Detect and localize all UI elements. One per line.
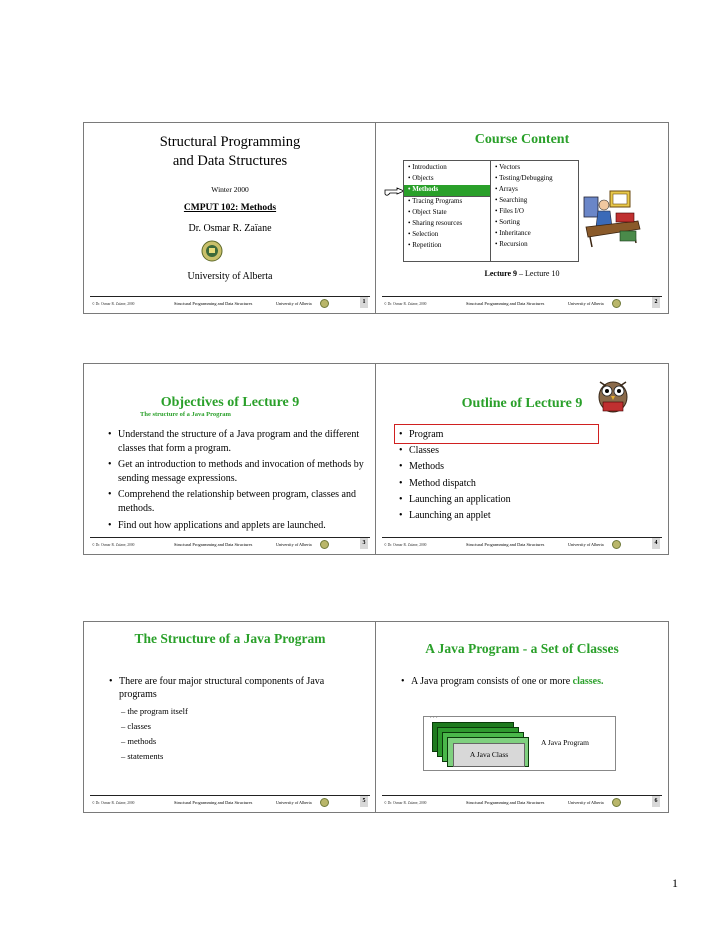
- slide-number: 4: [652, 538, 660, 549]
- slide2-title: Course Content: [474, 132, 570, 147]
- slide4-title: Outline of Lecture 9: [461, 396, 583, 411]
- topic-item: • Selection: [408, 230, 439, 238]
- java-program-diagram: [423, 716, 616, 771]
- slide-number: 1: [360, 297, 368, 308]
- slide-number: 2: [652, 297, 660, 308]
- seal-icon: [320, 299, 329, 308]
- components-list: [109, 675, 349, 701]
- slide1-course: CMPUT 102: Methods: [183, 203, 277, 213]
- slide1-author: Dr. Osmar R. Zaïane: [188, 223, 272, 234]
- topic-item: • Object State: [408, 208, 447, 216]
- topic-item: • Files I/O: [495, 207, 524, 215]
- outline-item: • Program: [399, 427, 649, 443]
- slide-footer: © Dr. Osmar R. Zaïane, 2000 Structural Programming and Data Structures University of Alberta 2: [382, 296, 662, 310]
- slide-number: 3: [360, 538, 368, 549]
- seal-icon: [612, 299, 621, 308]
- slide1-university: University of Alberta: [187, 271, 273, 282]
- slide1-term: Winter 2000: [211, 185, 249, 194]
- slide-number: 6: [652, 796, 660, 807]
- slide2-lecture-range: Lecture 9 – Lecture 10: [484, 269, 560, 278]
- topic-item: • Testing/Debugging: [495, 174, 553, 182]
- slide-footer: © Dr. Osmar R. Zaïane, 2000 Structural Programming and Data Structures University of Alberta 5: [90, 795, 370, 809]
- component-item: – classes: [121, 721, 151, 731]
- diagram-dots: . . .: [430, 714, 438, 720]
- component-item: – the program itself: [121, 706, 188, 716]
- topic-item: • Sorting: [495, 218, 520, 226]
- topic-item: • Introduction: [408, 163, 447, 171]
- topic-item: • Arrays: [495, 185, 518, 193]
- topic-item: • Repetition: [408, 241, 442, 249]
- slide5-title: The Structure of a Java Program: [134, 631, 326, 646]
- outline-item: • Methods: [399, 459, 649, 475]
- topic-item: • Inheritance: [495, 229, 531, 237]
- topic-item: • Sharing resources: [408, 219, 463, 227]
- topic-item: • Objects: [408, 174, 434, 182]
- slide-2: [375, 122, 669, 314]
- objective-item: • Find out how applications and applets are launched.: [108, 519, 370, 533]
- components-bullet: • There are four major structural components of Java programs: [109, 675, 349, 701]
- slide-1: [83, 122, 377, 314]
- outline-item: • Method dispatch: [399, 476, 649, 492]
- slide-6: [375, 621, 669, 813]
- outline-list: [399, 427, 649, 524]
- topic-item: • Tracing Programs: [404, 196, 490, 208]
- topics-column-2: [491, 163, 578, 251]
- objective-item: • Get an introduction to methods and invocation of methods by sending message expressions.: [108, 458, 370, 485]
- outline-item: • Classes: [399, 443, 649, 459]
- slide-4: [375, 363, 669, 555]
- component-item: – statements: [121, 751, 164, 761]
- seal-icon: [612, 798, 621, 807]
- program-bullet-list: [401, 675, 631, 689]
- outline-item: • Launching an application: [399, 492, 649, 508]
- slide-5: [83, 621, 377, 813]
- slide-number: 5: [360, 796, 368, 807]
- java-program-label: A Java Program: [541, 738, 589, 747]
- owl-icon: [594, 372, 632, 414]
- page-number: 1: [672, 876, 678, 890]
- topic-item: • Recursion: [495, 240, 528, 248]
- objectives-list: [108, 428, 370, 532]
- topic-item: • Searching: [495, 196, 528, 204]
- slide3-subtitle: The structure of a Java Program: [140, 411, 231, 418]
- slide-3: [83, 363, 377, 555]
- slide-footer: © Dr. Osmar R. Zaïane, 2000 Structural Programming and Data Structures University of Alberta 6: [382, 795, 662, 809]
- slide1-title: Structural Programming and Data Structures: [159, 134, 301, 169]
- slide3-title: Objectives of Lecture 9: [160, 395, 300, 410]
- slide6-title: A Java Program - a Set of Classes: [425, 641, 619, 656]
- student-desk-clipart-icon: [580, 187, 642, 249]
- component-item: – methods: [121, 736, 157, 746]
- slide-footer: © Dr. Osmar R. Zaïane, 2000 Structural Programming and Data Structures University of Alberta 4: [382, 537, 662, 551]
- seal-icon: [320, 798, 329, 807]
- java-class-box: A Java Class: [453, 743, 525, 767]
- outline-item: • Launching an applet: [399, 508, 649, 524]
- topics-column-1: [404, 163, 490, 252]
- topic-item-highlighted: • Methods: [404, 185, 490, 196]
- slide-footer: © Dr. Osmar R. Zaïane, 2000 Structural Programming and Data Structures University of Alberta 1: [90, 296, 370, 310]
- course-topics-table: [403, 160, 579, 262]
- program-bullet: • A Java program consists of one or more classes.: [401, 675, 631, 689]
- topic-item: • Vectors: [495, 163, 521, 171]
- seal-icon: [320, 540, 329, 549]
- slide-footer: © Dr. Osmar R. Zaïane, 2000 Structural Programming and Data Structures University of Alberta 3: [90, 537, 370, 551]
- objective-item: • Comprehend the relationship between program, classes and methods.: [108, 488, 370, 515]
- objective-item: • Understand the structure of a Java program and the different classes that form a program.: [108, 428, 370, 455]
- components-subitems: [121, 704, 188, 764]
- seal-icon: [612, 540, 621, 549]
- university-crest-icon: [201, 240, 223, 262]
